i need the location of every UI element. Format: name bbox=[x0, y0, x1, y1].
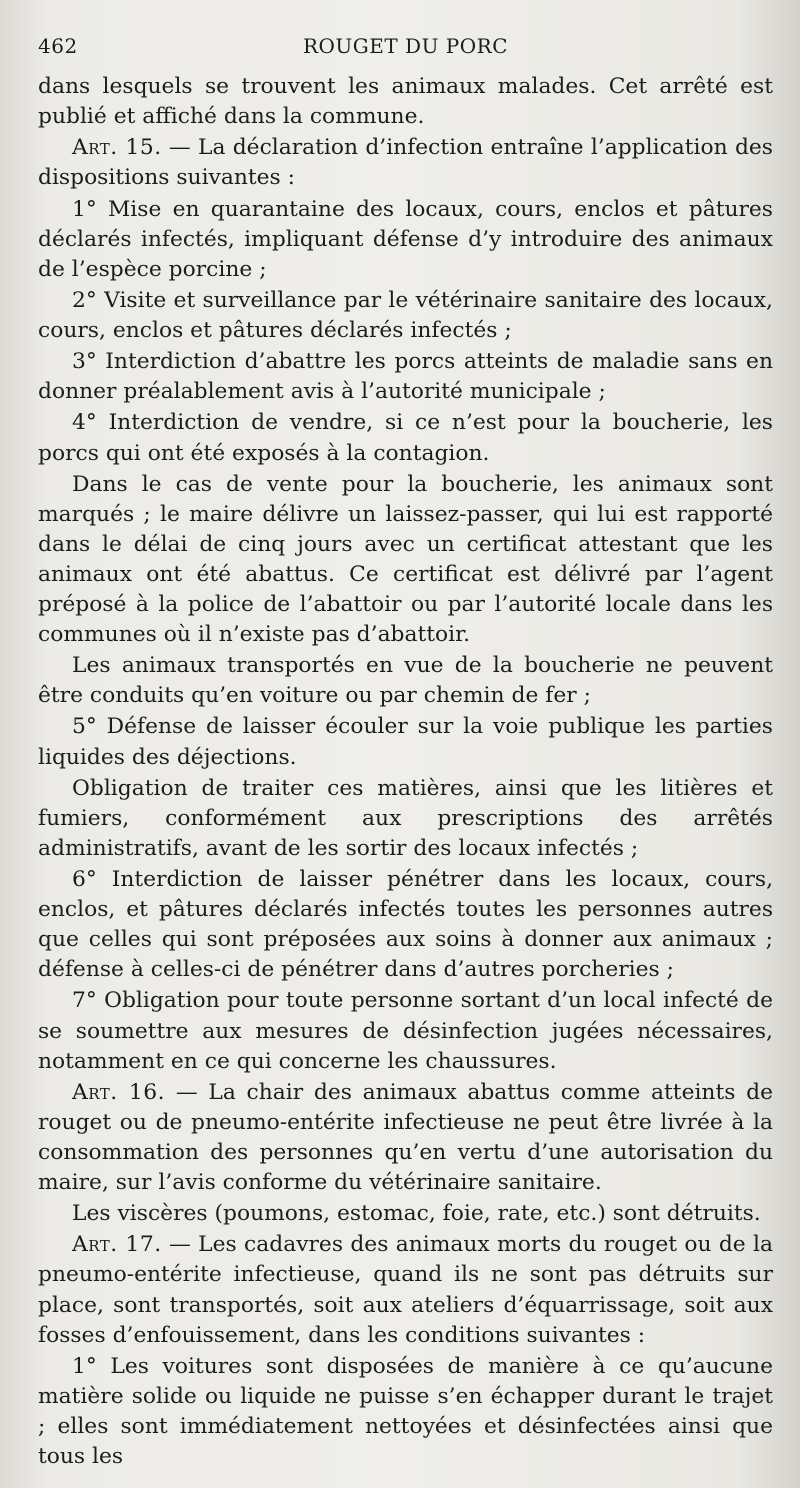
running-header bbox=[38, 34, 773, 62]
paragraph bbox=[38, 1199, 773, 1229]
paragraph bbox=[38, 286, 773, 346]
paragraph-text: 7° Obligation pour toute personne sortant d’un local infecté de se soumettre aux mesures de désinfection jugées nécessaires, notamment en ce qui concerne les chaussures. bbox=[38, 988, 773, 1074]
paragraph-text: — La chair des animaux abattus comme atteints de rouget ou de pneumo-entérite infectieuse ne peut être livrée à la consommation des personnes qu’en vertu d’une autorisation du maire, sur l’avis conforme du vétérinaire sanitaire. bbox=[38, 1079, 773, 1195]
article-label: Art. 15. bbox=[72, 135, 162, 161]
article-paragraph bbox=[38, 1230, 773, 1350]
paragraph-text: Les animaux transportés en vue de la boucherie ne peuvent être conduits qu’en voiture ou par chemin de fer ; bbox=[38, 653, 773, 709]
paragraph-text: — Les cadavres des animaux morts du rouget ou de la pneumo-entérite infectieuse, quand ils ne sont pas détruits sur place, sont transportés, soit aux ateliers d’équarrissage, soit aux fosses d’enfouissement, dans les conditions suivantes : bbox=[38, 1232, 773, 1348]
paragraph bbox=[38, 865, 773, 985]
paragraph-text: Obligation de traiter ces matières, ainsi que les litières et fumiers, conformément aux prescriptions des arrêtés administratifs, avant de les sortir des locaux infectés ; bbox=[38, 775, 773, 861]
paragraph bbox=[38, 408, 773, 468]
paragraph bbox=[38, 72, 773, 132]
paragraph-text: 6° Interdiction de laisser pénétrer dans les locaux, cours, enclos, et pâtures déclarés infectés toutes les personnes autres que celles qui sont préposées aux soins à donner aux animaux ; défense à celles-ci de pénétrer dans d’autres porcheries ; bbox=[38, 867, 773, 983]
paragraph bbox=[38, 774, 773, 864]
paragraph bbox=[38, 195, 773, 285]
running-title: ROUGET DU PORC bbox=[302, 34, 509, 58]
paragraph bbox=[38, 986, 773, 1076]
body-text bbox=[38, 72, 773, 1473]
paragraph-text: 4° Interdiction de vendre, si ce n’est pour la boucherie, les porcs qui ont été exposés à la contagion. bbox=[38, 410, 773, 466]
paragraph-text: Les viscères (poumons, estomac, foie, rate, etc.) sont détruits. bbox=[72, 1201, 761, 1227]
paragraph-text: 1° Mise en quarantaine des locaux, cours, enclos et pâtures déclarés infectés, impliquant défense d’y introduire des animaux de l’espèce porcine ; bbox=[38, 196, 773, 282]
paragraph bbox=[38, 712, 773, 772]
paragraph-text: Dans le cas de vente pour la boucherie, les animaux sont marqués ; le maire délivre un laissez-passer, qui lui est rapporté dans le délai de cinq jours avec un certificat attestant que les animaux ont été abattus. Ce certificat est délivré par l’agent préposé à la police de l’abattoir ou par l’autorité locale dans les communes où il n’existe pas d’abattoir. bbox=[38, 471, 773, 647]
article-label: Art. 16. bbox=[72, 1079, 166, 1105]
article-paragraph bbox=[38, 133, 773, 193]
paragraph bbox=[38, 347, 773, 407]
paragraph-text: dans lesquels se trouvent les animaux malades. Cet arrêté est publié et affiché dans la commune. bbox=[38, 74, 773, 130]
article-label: Art. 17. bbox=[72, 1232, 162, 1258]
paragraph bbox=[38, 1352, 773, 1472]
paragraph bbox=[38, 651, 773, 711]
paragraph-text: 1° Les voitures sont disposées de manière à ce qu’aucune matière solide ou liquide ne puisse s’en échapper durant le trajet ; elles sont immédiatement nettoyées et désinfectées ainsi que tous les bbox=[38, 1353, 773, 1469]
paragraph-text: 3° Interdiction d’abattre les porcs atteints de maladie sans en donner préalablement avis à l’autorité municipale ; bbox=[38, 349, 773, 405]
paragraph-text: 5° Défense de laisser écouler sur la voie publique les parties liquides des déjections. bbox=[38, 714, 773, 770]
paragraph bbox=[38, 470, 773, 650]
page-number: 462 bbox=[38, 34, 78, 58]
paragraph-text: 2° Visite et surveillance par le vétérinaire sanitaire des locaux, cours, enclos et pâtures déclarés infectés ; bbox=[38, 287, 773, 343]
article-paragraph bbox=[38, 1078, 773, 1198]
paragraph-text: — La déclaration d’infection entraîne l’application des dispositions suivantes : bbox=[38, 135, 773, 191]
